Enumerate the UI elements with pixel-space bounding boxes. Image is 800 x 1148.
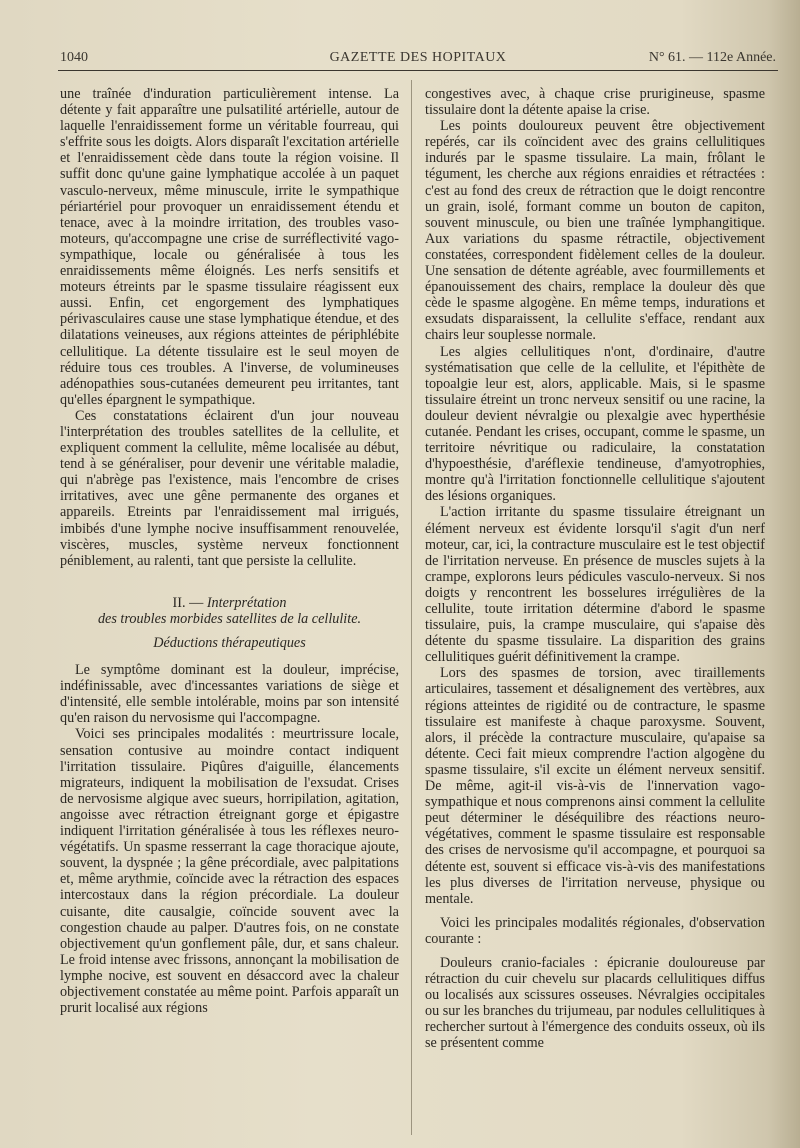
page-number: 1040 — [60, 50, 88, 65]
section-heading — [60, 595, 399, 611]
paragraph: L'action irritante du spasme tissulaire étreignant un élément nerveux est évidente lorsqu'il s'agit d'un nerf moteur, car, ici, la contracture musculaire est le test objectif de l'irritation nerveuse. En présence de muscles sujets à la crampe, explorons leurs pédicules vasculo-nerveux. Si nos doigts y rencontrent les bosselures irrégulières de la cellulite, toute irritation détermine d'abord le spasme tissulaire, puis, la crampe musculaire, qui s'apaise dès détente du spasme tissulaire. La disparition des grains cellulitiques guérit définitivement la crampe. — [425, 504, 765, 666]
paragraph: Douleurs cranio-faciales : épicranie douloureuse par rétraction du cuir chevelu sur placards cellulitiques diffus ou localisés aux scissures osseuses. Névralgies occipitales ou sur les branches du trijumeau, par nodules cellulitiques à rechercher surtout à l'émergence des conduits osseux, où ils se présentent comme — [425, 954, 765, 1052]
paragraph: Ces constatations éclairent d'un jour nouveau l'interprétation des troubles satellites de la cellulite, et expliquent comment la cellulite, même localisée au début, tend à se généraliser, pour devenir une véritable maladie, qui n'abrège pas l'existence, mais l'encombre de crises irritatives, avec une gêne permanente des organes et appareils. Etreints par l'enraidissement mal irrigués, imbibés d'une lymphe nocive insuffisamment renouvelée, viscères, muscles, système nerveux fonctionnent péniblement, au ralenti, tant que persiste la cellulite. — [60, 407, 399, 569]
section-title: Interprétation — [206, 594, 287, 611]
paragraph: Voici les principales modalités régionales, d'observation courante : — [425, 914, 765, 947]
left-column — [60, 86, 399, 1016]
paragraph: Voici ses principales modalités : meurtrissure locale, sensation contusive au moindre contact indiquent l'irritation tissulaire. Piqûres d'aiguille, élancements migrateurs, indiquent la mobilisation de l'exsudat. Crises de nervosisme algique avec sueurs, horripilation, agitation, angoisse avec rétraction étreignant gorge et épigastre indiquent l'irritation généralisée à tous les réflexes neuro-végétatifs. Un spasme resserrant la cage thoracique ajoute, souvent, la dyspnée ; la gêne précordiale, avec palpitations et, même arythmie, coïncide avec la rétraction des espaces intercostaux dans la région précordiale. La douleur cuisante, dite causalgie, coïncide souvent avec la congestion chaude au palper. D'autres fois, on ne constate objectivement qu'un gonflement pâle, dur, et sans chaleur. Le froid intense avec frissons, annonçant la mobilisation de lymphe nocive, est souvent en désaccord avec la chaleur objectivement constatée au même point. Parfois apparaît un prurit localisé aux régions — [60, 726, 399, 1017]
paragraph: Le symptôme dominant est la douleur, imprécise, indéfinissable, avec d'incessantes variations de siège et d'intensité, elle semble intolérable, moins par son intensité qu'en raison du nervosisme qui l'accompagne. — [60, 662, 399, 727]
paragraph: une traînée d'induration particulièrement intense. La détente y fait apparaître une pulsatilité artérielle, autour de laquelle l'enraidissement forme un véritable fourreau, qui s'effrite sous les doigts. Alors disparaît l'excitation artérielle et l'enraidissement cède dans toute la région voisine. Il suffit donc qu'une gaine lymphatique accolée à un paquet vasculo-nerveux, même minuscule, irrite le sympathique périartériel pour provoquer un enraidissement étendu et tenace, avec à la moindre irritation, des troubles vaso-moteurs, qu'accompagne une crise de surréflectivité vago-sympathique, locale ou généralisée à tous les enraidissements même éloignés. Les nerfs sensitifs et moteurs étreints par le spasme tissulaire réagissent eux aussi. Enfin, cet engorgement des lymphatiques périvasculaires cause une stase lymphatique étendue, et des dilatations veineuses, aux régions atteintes de périphlébite cellulitique. La détente tissulaire est le seul moyen de réduire tous ces troubles. A l'inverse, de volumineuses adénopathies sous-cutanées demeurent peu irritantes, tant qu'elles épargnent le sympathique. — [60, 86, 399, 408]
section-subheading: Déductions thérapeutiques — [153, 635, 306, 651]
journal-title: GAZETTE DES HOPITAUX — [329, 50, 507, 65]
section-subtitle: des troubles morbides satellites de la cellulite. — [97, 610, 362, 627]
header-rule — [58, 70, 778, 71]
issue-number: N° 61. — 112e Année. — [648, 50, 776, 65]
paragraph: congestives avec, à chaque crise prurigineuse, spasme tissulaire dont la détente apaise la crise. — [425, 86, 765, 119]
column-divider — [411, 80, 412, 1135]
paragraph: Lors des spasmes de torsion, avec tiraillements articulaires, tassement et désalignement des vertèbres, aux régions atteintes de rigidité ou de contracture, le spasme tissulaire est manifeste à chaque paroxysme. Souvent, alors, il précède la contracture musculaire, qu'apaise sa détente. Ceci fait mieux comprendre l'action algogène du spasme tissulaire, s'il excite un élément nerveux sensitif. De même, agit-il vis-à-vis de l'innervation vago-sympathique et nous comprenons ainsi comment la cellulite peut déterminer le déséquilibre des réactions neuro-végétatives, comment le spasme tissulaire est responsable des crises de nervosisme qu'il accompagne, et pourquoi sa détente est, souvent si efficace vis-à-vis des manifestations les plus diverses de l'irritation nerveuse, physique ou mentale. — [425, 665, 765, 907]
page-header — [60, 50, 776, 70]
paragraph: Les points douloureux peuvent être objectivement repérés, car ils coïncident avec des grains cellulitiques indurés par le spasme tissulaire. La main, frôlant le tégument, les cherche aux régions enraidies et rétractées : c'est au fond des creux de rétraction que le doigt rencontre un grain, isolé, formant comme un bouton de capiton, souvent minuscule, ou bien une traînée lymphangitique. Aux variations du spasme rétractile, objectivement constatées, correspondent fidèlement celles de la douleur. Une sensation de détente agréable, avec fourmillements et épanouissement des chairs, remplace la douleur dès que cède le spasme algogène. En même temps, indurations et exsudats disparaissent, la cellulite s'efface, rendant aux chairs leur souplesse normale. — [425, 118, 765, 344]
section-number: II. — — [172, 594, 204, 611]
paragraph: Les algies cellulitiques n'ont, d'ordinaire, d'autre systématisation que celle de la cellulite, et l'épithète de topoalgie leur est, alors, applicable. Mais, si le spasme tissulaire étreint un tronc nerveux sensitif ou une racine, la douleur devient névralgie ou plexalgie avec hyperthésie cutanée. Pendant les crises, occupant, comme le spasme, un territoire névritique ou radiculaire, la constatation d'hypoesthésie, d'aréflexie tendineuse, d'amyotrophies, montre qu'à l'irritation fonctionnelle cellulitique s'ajoutent des lésions organiques. — [425, 343, 765, 505]
right-column — [425, 86, 765, 1052]
